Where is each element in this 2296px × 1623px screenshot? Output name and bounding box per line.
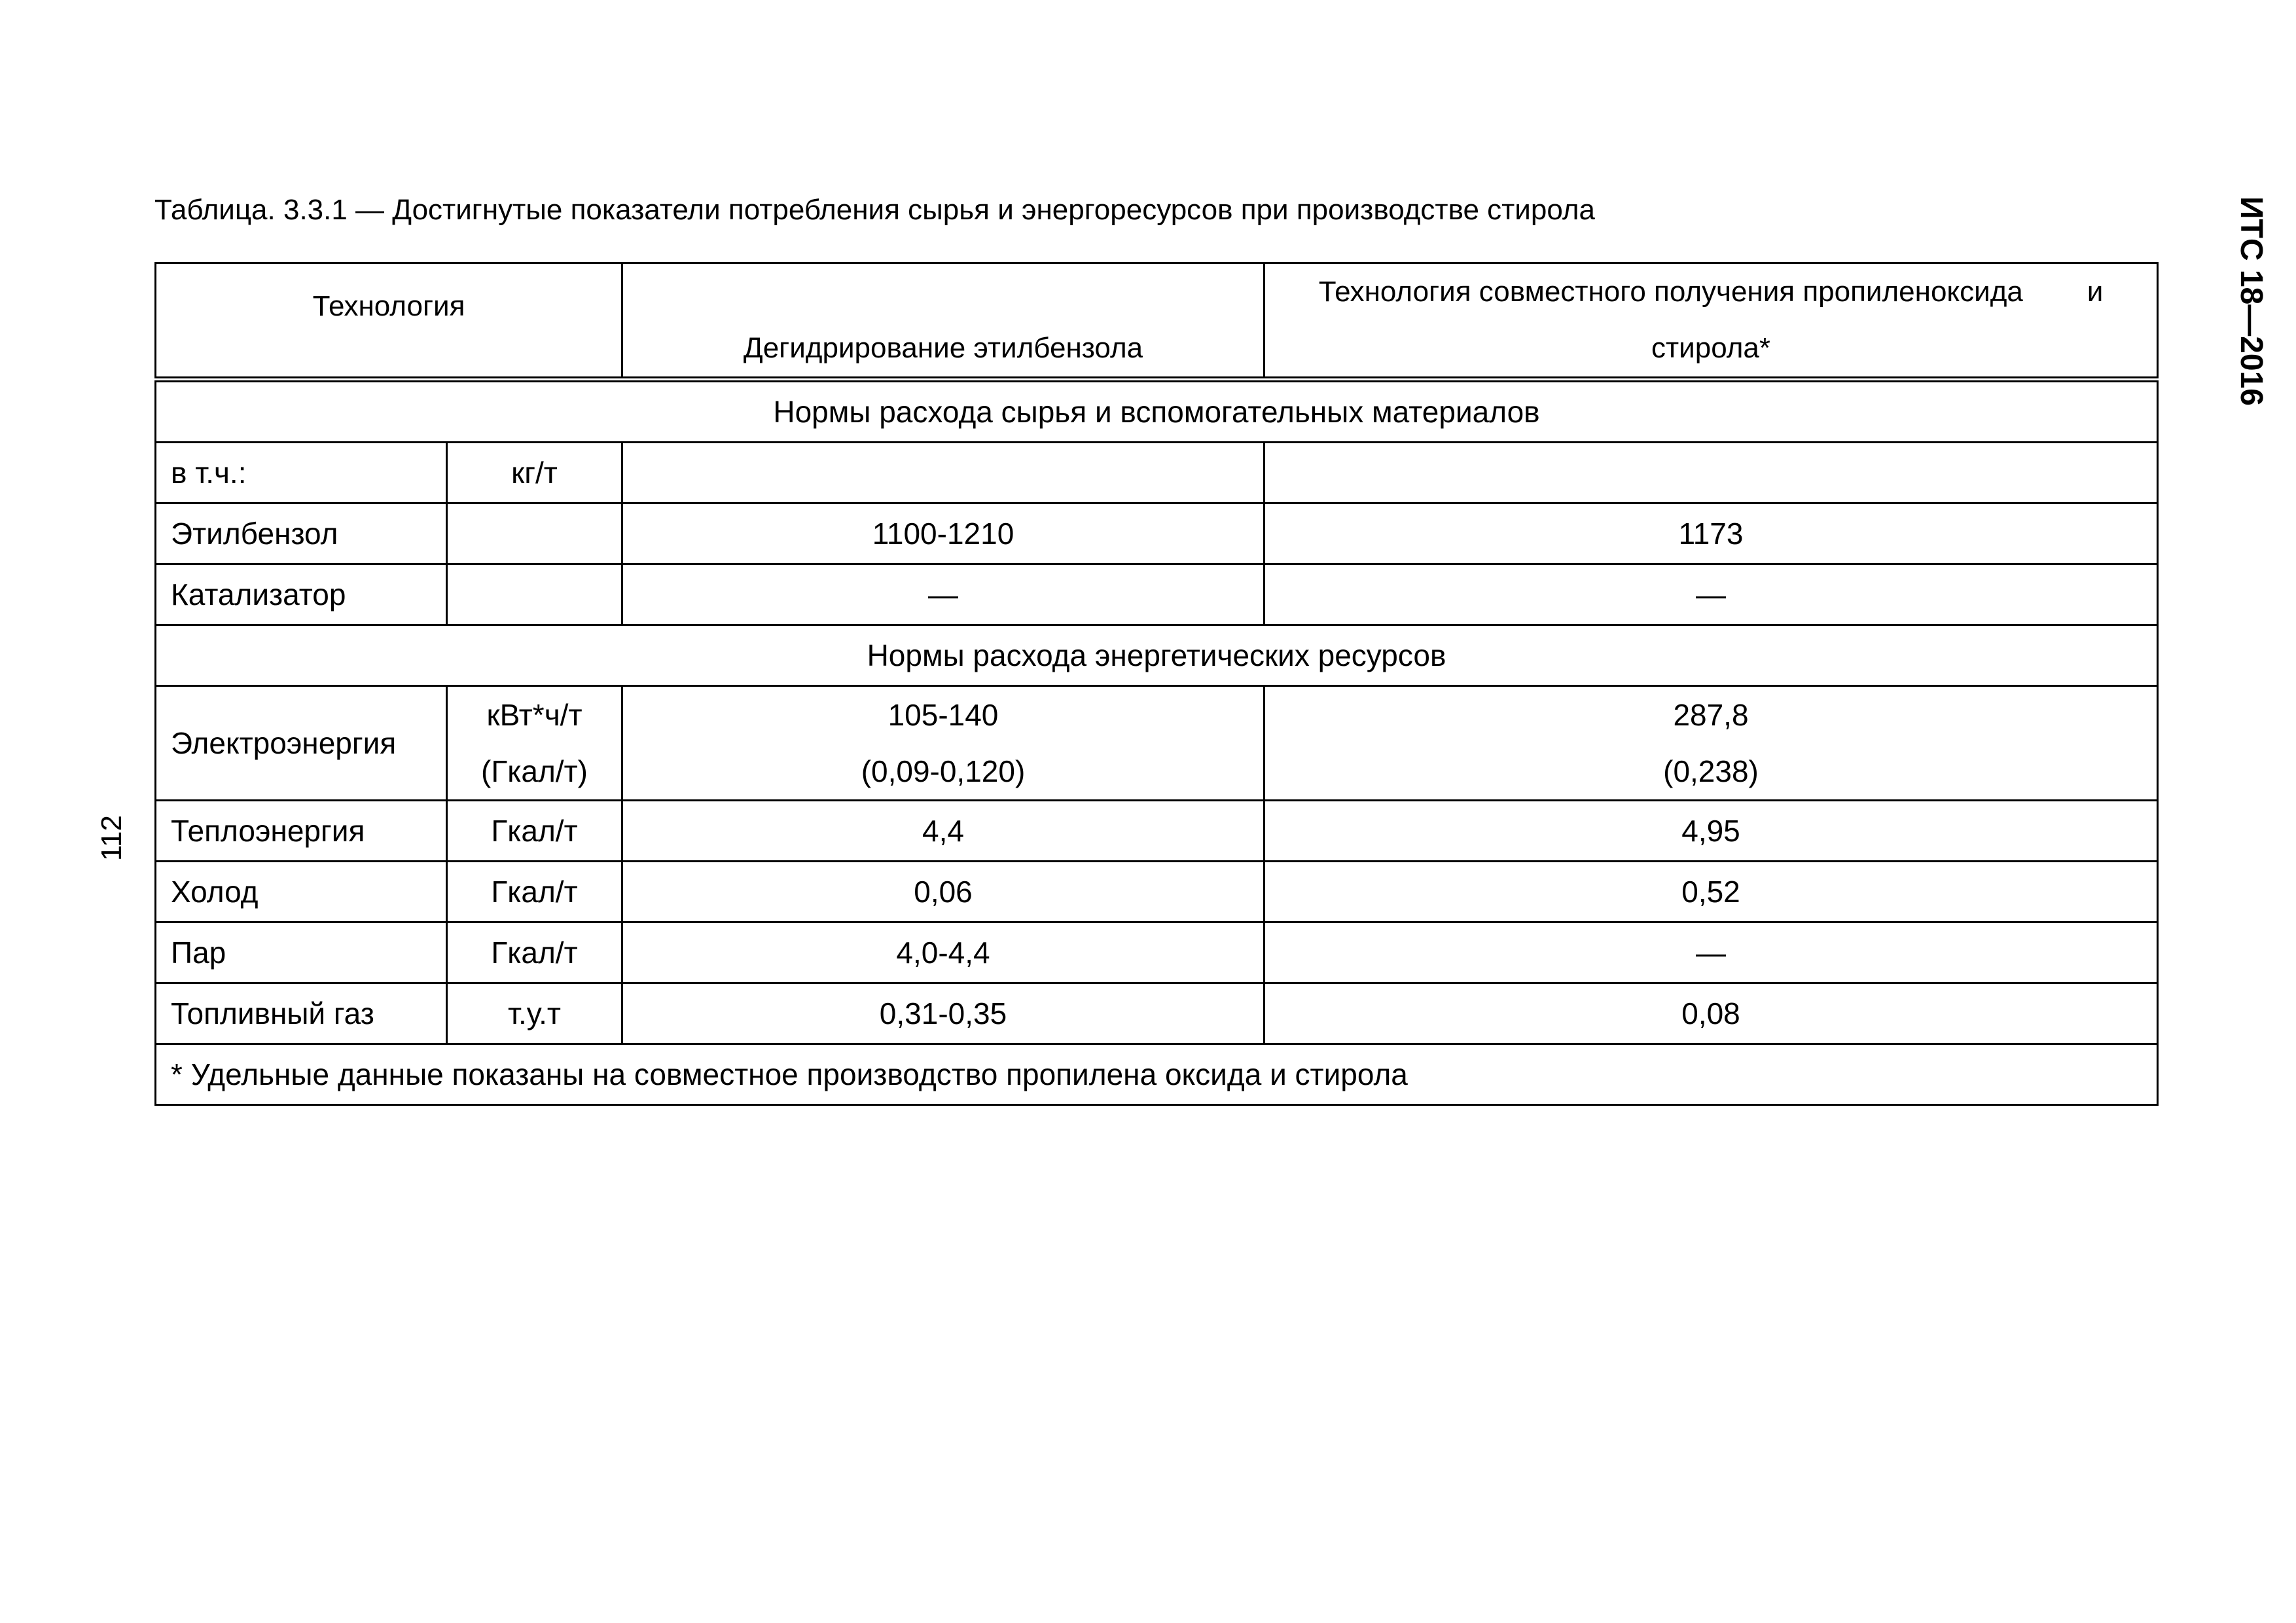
row-value-2: 0,52	[1265, 862, 2158, 922]
row-value-1: 0,31-0,35	[622, 983, 1265, 1044]
row-value-2: 4,95	[1265, 801, 2158, 862]
table-row	[156, 503, 2158, 564]
row-value-1: 4,0-4,4	[622, 922, 1265, 983]
section-row	[156, 625, 2158, 686]
value-gcal: (0,09-0,120)	[861, 754, 1026, 788]
row-name: Электроэнергия	[156, 686, 447, 801]
row-value-2: —	[1265, 564, 2158, 625]
value-gcal: (0,238)	[1663, 754, 1759, 788]
row-value-1	[622, 443, 1265, 503]
header-joint-production	[1265, 263, 2158, 380]
row-unit	[447, 686, 622, 801]
footnote-row	[156, 1044, 2158, 1105]
section-row	[156, 380, 2158, 443]
table-row	[156, 443, 2158, 503]
header-technology: Технология	[156, 263, 622, 380]
row-unit: т.у.т	[447, 983, 622, 1044]
table-caption: Таблица. 3.3.1 — Достигнутые показатели потребления сырья и энергоресурсов при производстве стирола	[154, 194, 1595, 226]
header-row	[156, 263, 2158, 380]
row-value-2: 1173	[1265, 503, 2158, 564]
row-value-2: —	[1265, 922, 2158, 983]
table-row	[156, 983, 2158, 1044]
row-value-1: 4,4	[622, 801, 1265, 862]
value-kwh: 287,8	[1673, 698, 1749, 732]
row-value-2: 0,08	[1265, 983, 2158, 1044]
section-energy: Нормы расхода энергетических ресурсов	[156, 625, 2158, 686]
row-value-1: 1100-1210	[622, 503, 1265, 564]
row-value-1	[622, 686, 1265, 801]
header-line2: стирола*	[1651, 332, 1770, 364]
table-row	[156, 564, 2158, 625]
row-value-2	[1265, 443, 2158, 503]
consumption-table	[154, 262, 2159, 1106]
table-row	[156, 862, 2158, 922]
unit-gcal: (Гкал/т)	[481, 754, 588, 788]
row-name: в т.ч.:	[156, 443, 447, 503]
row-unit: Гкал/т	[447, 862, 622, 922]
header-dehydrogenation: Дегидрирование этилбензола	[622, 263, 1265, 380]
row-name: Этилбензол	[156, 503, 447, 564]
row-name: Топливный газ	[156, 983, 447, 1044]
table-row-electricity	[156, 686, 2158, 801]
row-unit	[447, 564, 622, 625]
row-value-1: —	[622, 564, 1265, 625]
value-kwh: 105-140	[888, 698, 999, 732]
header-line1: Технология совместного получения пропиленоксида и	[1318, 276, 2104, 308]
row-name: Холод	[156, 862, 447, 922]
table-row	[156, 922, 2158, 983]
row-unit: Гкал/т	[447, 922, 622, 983]
unit-kwh: кВт*ч/т	[486, 698, 583, 732]
page-number: 112	[96, 815, 128, 862]
footnote: * Удельные данные показаны на совместное производство пропилена оксида и стирола	[156, 1044, 2158, 1105]
document-header: ИТС 18—2016	[2234, 196, 2269, 406]
row-unit	[447, 503, 622, 564]
section-raw-materials: Нормы расхода сырья и вспомогательных материалов	[156, 380, 2158, 443]
row-name: Катализатор	[156, 564, 447, 625]
row-name: Пар	[156, 922, 447, 983]
row-value-2	[1265, 686, 2158, 801]
table-row	[156, 801, 2158, 862]
row-unit: кг/т	[447, 443, 622, 503]
row-unit: Гкал/т	[447, 801, 622, 862]
row-value-1: 0,06	[622, 862, 1265, 922]
row-name: Теплоэнергия	[156, 801, 447, 862]
